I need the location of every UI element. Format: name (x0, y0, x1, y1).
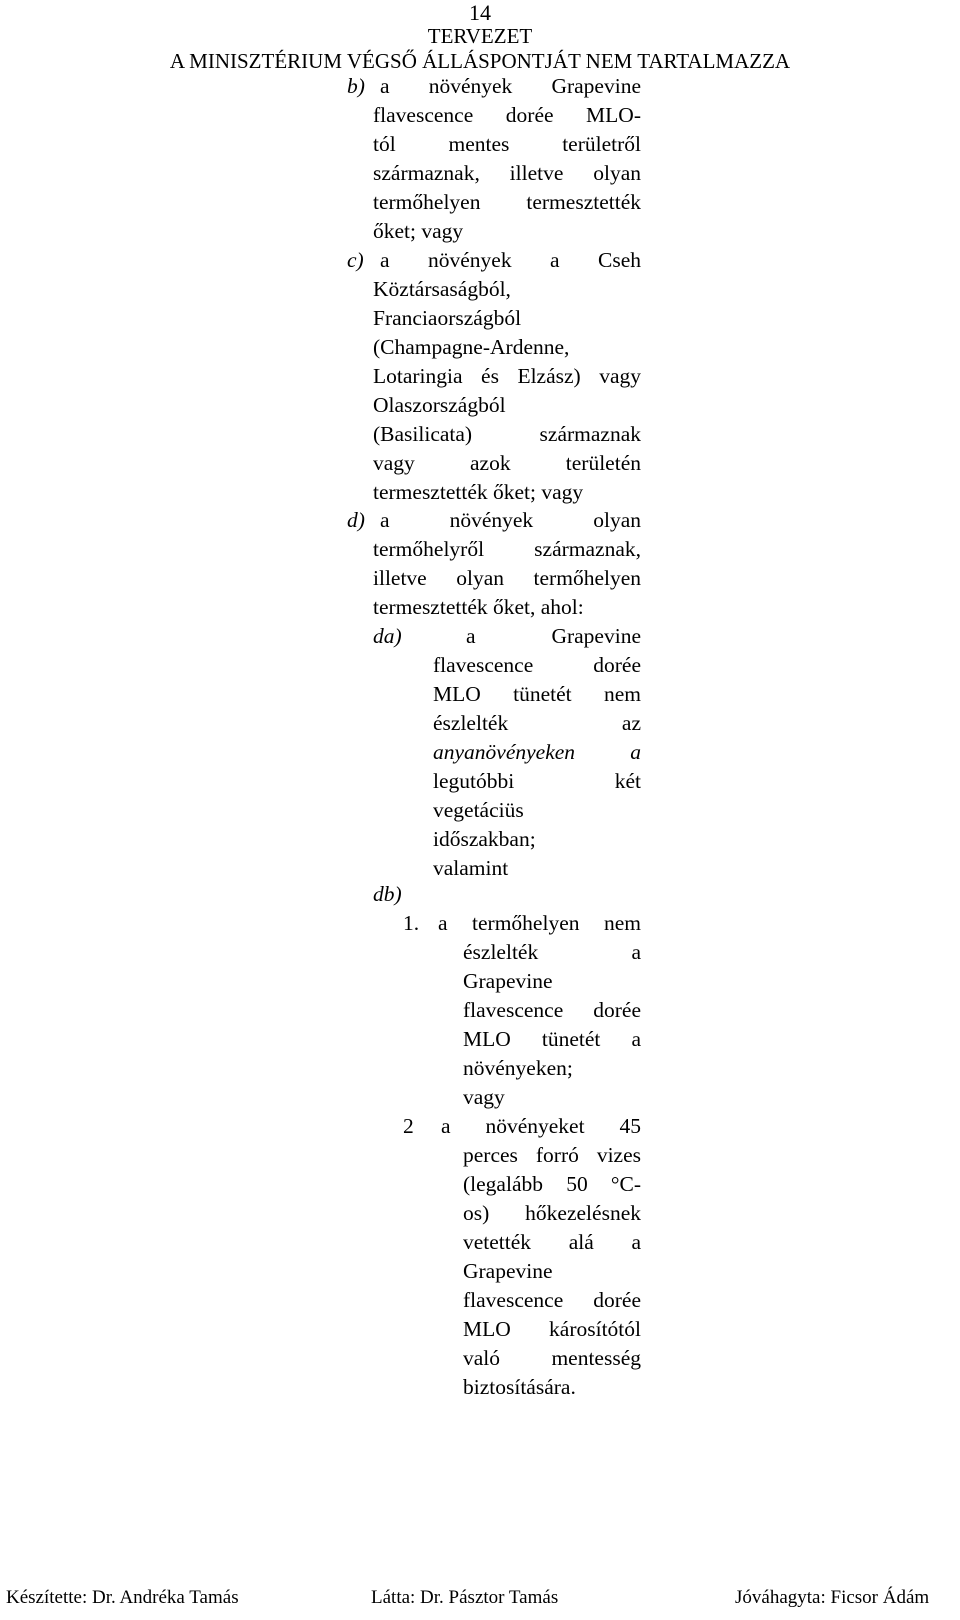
item-b-text: a növények Grapevine (380, 74, 641, 98)
item-db-1-num: 1. (403, 911, 420, 935)
item-db-2-cont: perces forró vizes (legalább 50 °C- os) hőkezelésnek vetették alá a Grapevine flavescence dorée MLO károsítótól való mentesség biztosítására. (463, 1143, 641, 1399)
item-db-2-num: 2 (403, 1114, 414, 1138)
item-c-text: a növények a Cseh (380, 248, 641, 272)
disclaimer-label: A MINISZTÉRIUM VÉGSŐ ÁLLÁSPONTJÁT NEM TARTALMAZZA (169, 49, 791, 73)
draft-label: TERVEZET (427, 24, 533, 48)
page-number: 14 (469, 0, 491, 25)
item-da-label: da) (373, 624, 402, 648)
item-c-body: Köztársaságból, Franciaországból (Champagne-Ardenne, Lotaringia és Elzász) vagy Olaszországból (Basilicata) származnak vagy azok területén termesztették őket; vagy (373, 277, 641, 504)
item-b-body: flavescence dorée MLO- tól mentes területről származnak, illetve olyan termőhelyen termesztették őket; vagy (373, 103, 641, 243)
footer-reviewed: Látta: Dr. Pásztor Tamás (371, 1587, 559, 1608)
item-c-label: c) (347, 248, 364, 272)
item-da-text: a Grapevine (466, 624, 641, 648)
footer-prepared: Készítette: Dr. Andréka Tamás (6, 1587, 239, 1608)
item-da-body: flavescence dorée MLO tünetét nem észlelték az anyanövényeken a legutóbbi két vegetáciüs időszakban; valamint (433, 653, 641, 880)
item-db-1-body: a termőhelyen nem (438, 911, 641, 935)
item-d-text: a növények olyan (380, 508, 641, 532)
anyanovenyeken-line: anyanövényeken a (433, 740, 641, 764)
item-db-1-cont: észlelték a Grapevine flavescence dorée MLO tünetét a növényeken; vagy (463, 940, 641, 1109)
item-db-2-body: a növényeket 45 (441, 1114, 641, 1138)
item-d-label: d) (347, 508, 365, 532)
footer-approved: Jóváhagyta: Ficsor Ádám (735, 1587, 930, 1608)
item-d-body: termőhelyről származnak, illetve olyan termőhelyen termesztették őket, ahol: (373, 537, 641, 619)
item-db-label: db) (373, 882, 402, 906)
item-b-label: b) (347, 74, 365, 98)
